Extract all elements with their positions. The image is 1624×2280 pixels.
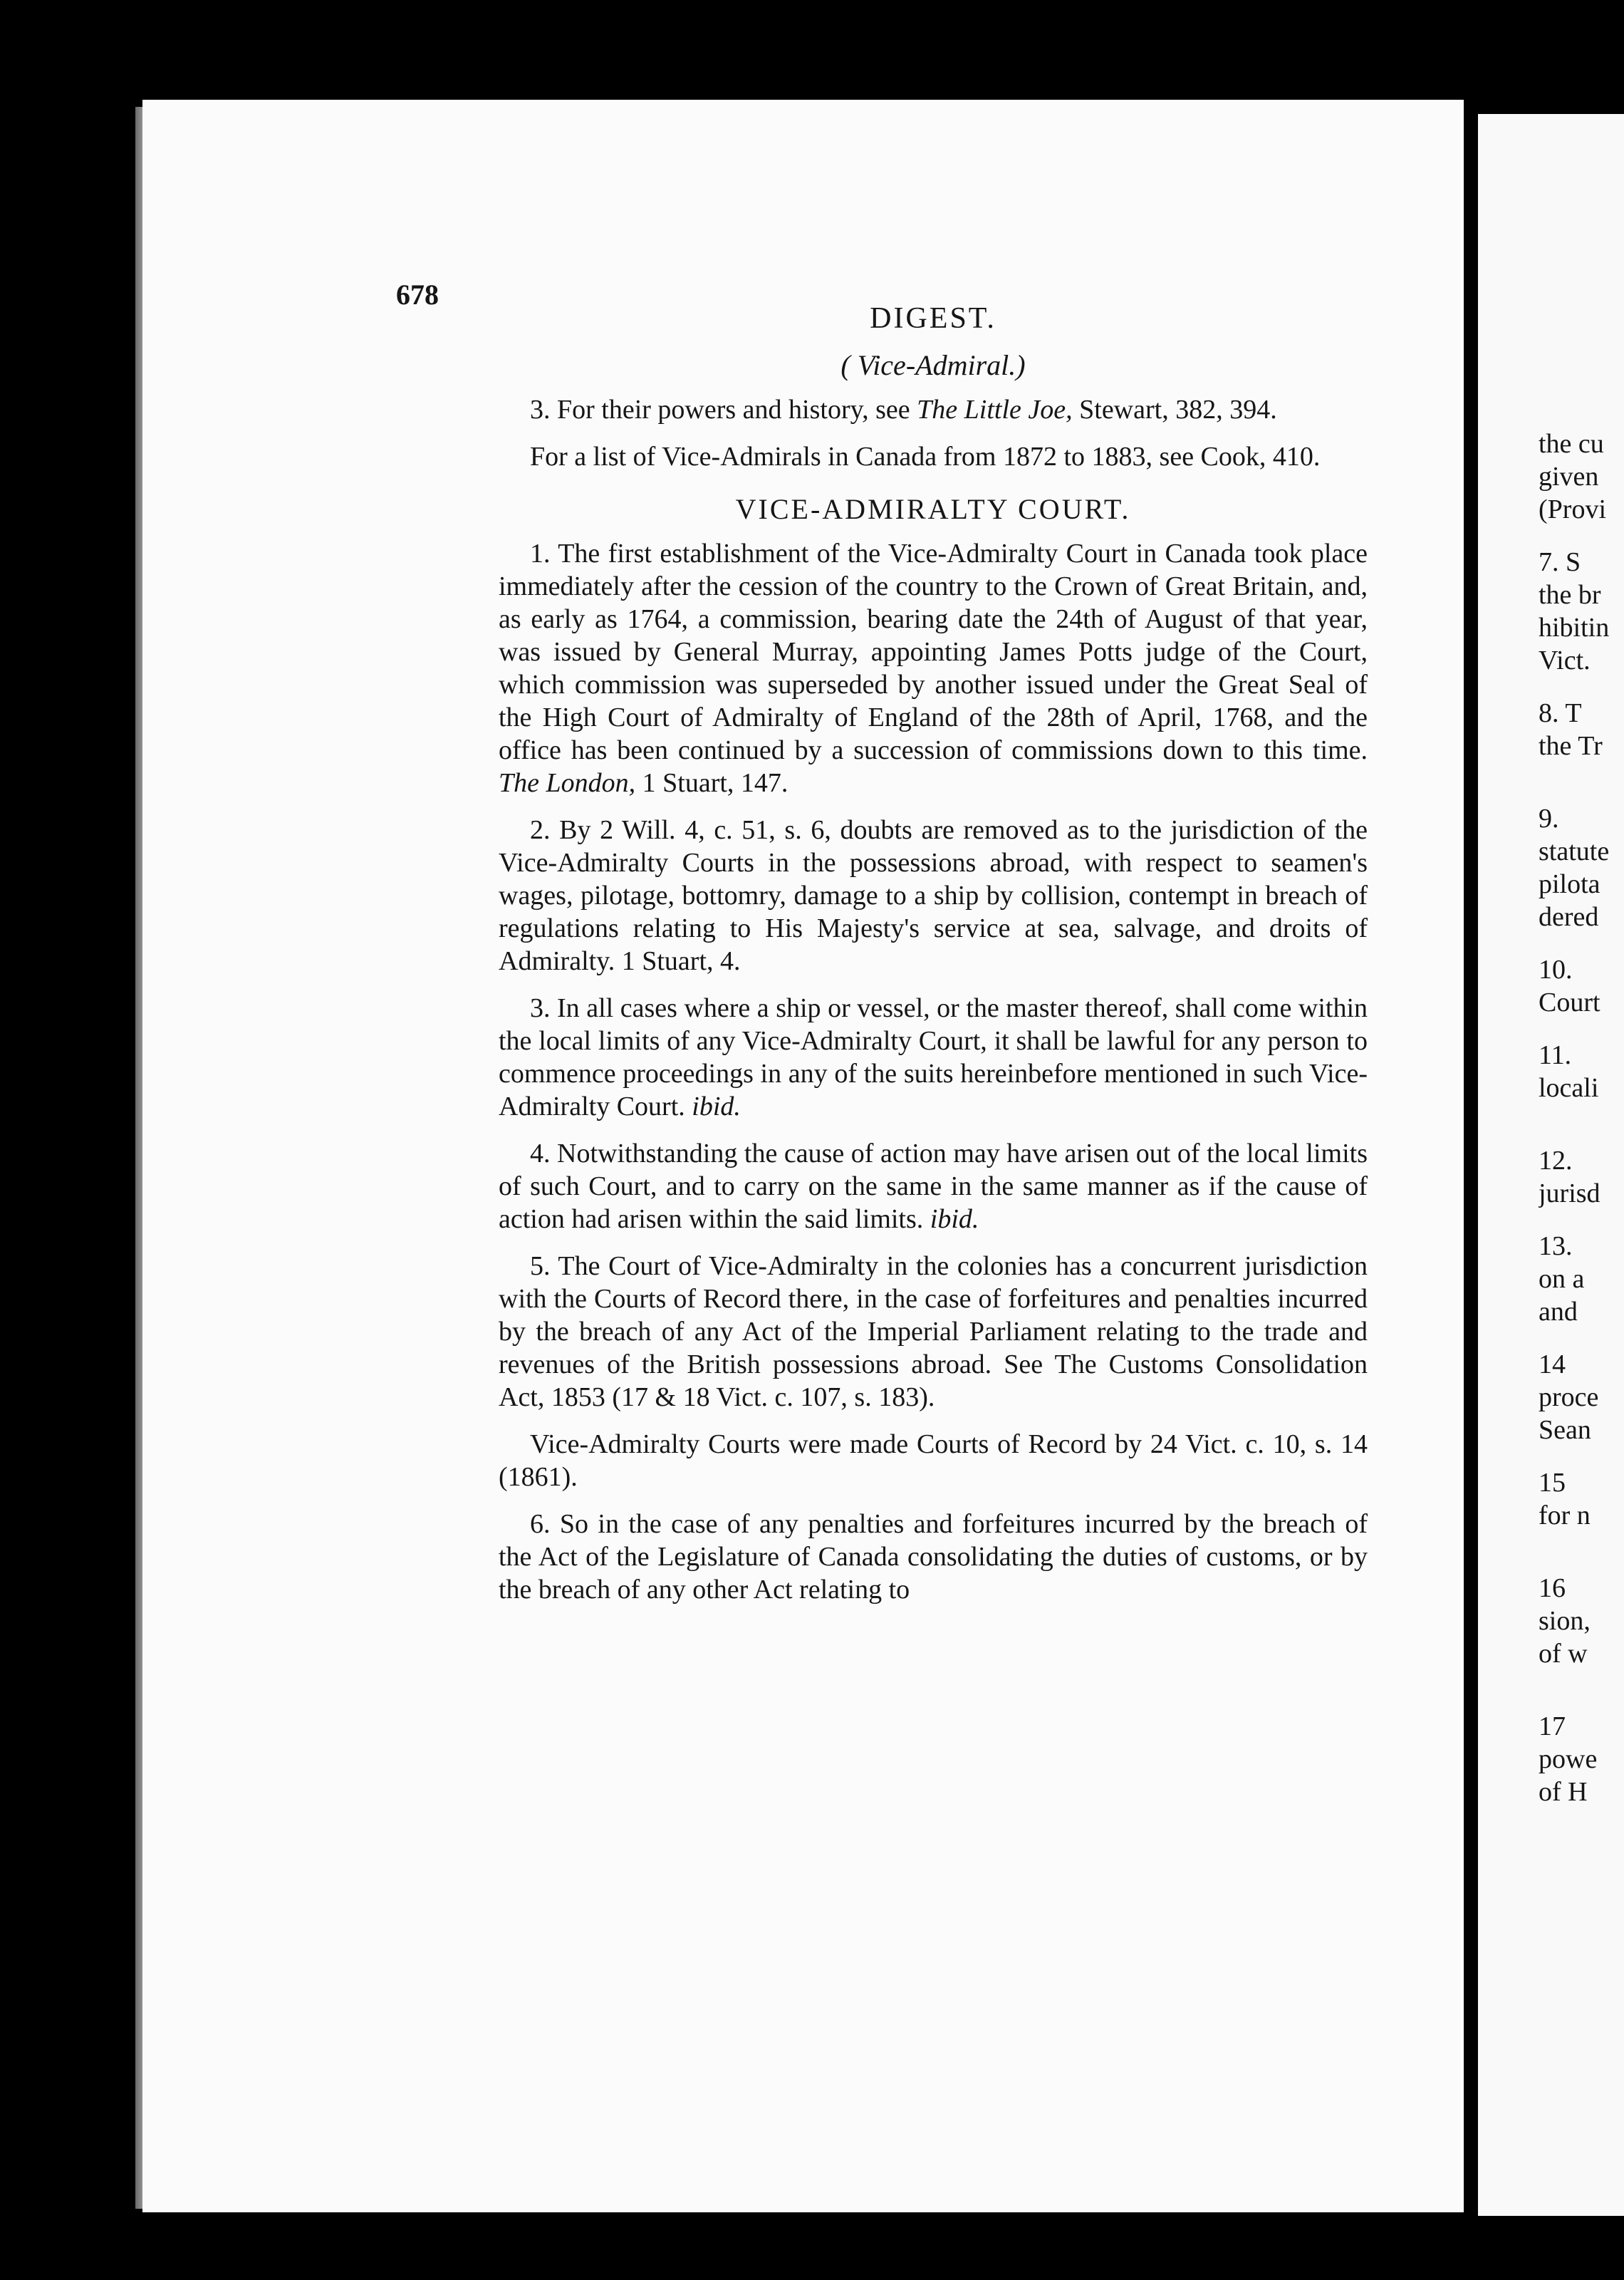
right-page-line: the Tr bbox=[1539, 731, 1603, 761]
right-page-line: and bbox=[1539, 1297, 1578, 1327]
paragraph-1: 1. The first establishment of the Vice-Admiralty Court in Canada took place immediately after the cession of the country to the Crown of Great Britain, and, as early as 1764, a commission, bearing date the 24th of August of that year, was issued by General Murray, appointing James Potts judge of the Court, which commission was superseded by another issued under the Great Seal of the High Court of Admiralty of England of the 28th of April, 1768, and the office has been continued by a succession of commissions down to this time. The London, 1 Stuart, 147. bbox=[499, 539, 1368, 798]
right-page-line: 8. T bbox=[1539, 698, 1582, 728]
right-page-line bbox=[1539, 762, 1624, 782]
paragraph-intro-list: For a list of Vice-Admirals in Canada from 1872 to 1883, see Cook, 410. bbox=[530, 442, 1321, 472]
right-page-line: powe bbox=[1539, 1744, 1598, 1774]
right-page-line: 11. bbox=[1539, 1040, 1572, 1070]
page-number: 678 bbox=[396, 279, 439, 311]
right-page-line: pilota bbox=[1539, 869, 1600, 899]
paragraph-3: 3. In all cases where a ship or vessel, or the master thereof, shall come within the local limits of any Vice-Admiralty Court, it shall be lawful for any person to commence proceedings in any of the suits hereinbefore mentioned in such Vice-Admiralty Court. ibid. bbox=[499, 993, 1368, 1121]
right-page-line bbox=[1539, 1670, 1624, 1690]
right-page-line: Sean bbox=[1539, 1415, 1591, 1445]
right-page-line: Vict. bbox=[1539, 646, 1591, 675]
case-name: The Little Joe, bbox=[917, 395, 1073, 425]
right-page-line: 12. bbox=[1539, 1146, 1573, 1176]
right-page-line bbox=[1539, 1124, 1624, 1144]
right-page-line: sion, bbox=[1539, 1606, 1591, 1636]
left-page-text bbox=[499, 285, 1368, 1620]
right-page-line: (Provi bbox=[1539, 494, 1606, 524]
paragraph-intro-3: 3. For their powers and history, see The Little Joe, Stewart, 382, 394. bbox=[530, 395, 1277, 425]
paragraph-6: 6. So in the case of any penalties and forfeitures incurred by the breach of the Act of the Legislature of Canada consolidating the duties of customs, or by the breach of any other Act relating to bbox=[499, 1509, 1368, 1605]
right-page-line: on a bbox=[1539, 1264, 1585, 1294]
right-page-line bbox=[1539, 1532, 1624, 1552]
right-page-line bbox=[1539, 1552, 1624, 1572]
right-page-line: Court bbox=[1539, 988, 1600, 1017]
right-page-line: of w bbox=[1539, 1639, 1588, 1669]
paragraph-4: 4. Notwithstanding the cause of action may have arisen out of the local limits of such Court, and to carry on the same in the same manner as if the cause of action had arisen within the said limits. ibid. bbox=[499, 1139, 1368, 1234]
right-page-line: the br bbox=[1539, 580, 1601, 610]
paragraph-2: 2. By 2 Will. 4, c. 51, s. 6, doubts are removed as to the jurisdiction of the Vice-Admiralty Courts in the possessions abroad, with respect to seamen's wages, pilotage, bottomry, damage to a ship by collision, contempt in breach of regulations relating to His Majesty's service at sea, salvage, and droits of Admiralty. 1 Stuart, 4. bbox=[499, 815, 1368, 976]
paragraph-5: 5. The Court of Vice-Admiralty in the colonies has a concurrent jurisdiction with the Courts of Record there, in the case of forfeitures and penalties incurred by the breach of any Act of the Imperial Parliament relating to the trade and revenues of the British possessions abroad. See The Customs Consolidation Act, 1853 (17 & 18 Vict. c. 107, s. 183). bbox=[499, 1251, 1368, 1412]
paragraph-5-note: Vice-Admiralty Courts were made Courts of Record by 24 Vict. c. 10, s. 14 (1861). bbox=[499, 1429, 1368, 1492]
right-page-line: statute bbox=[1539, 836, 1610, 866]
right-page-line: hibitin bbox=[1539, 613, 1610, 643]
right-page-line bbox=[1539, 1019, 1624, 1039]
right-page-line: 14 bbox=[1539, 1349, 1566, 1379]
running-head: DIGEST. bbox=[870, 302, 996, 335]
section-heading: VICE-ADMIRALTY COURT. bbox=[735, 493, 1131, 525]
right-page-line bbox=[1539, 677, 1624, 697]
right-page-line bbox=[1539, 1446, 1624, 1466]
right-page-text-fragments bbox=[1539, 428, 1624, 1808]
right-page-line: dered bbox=[1539, 902, 1599, 932]
right-page-line: given bbox=[1539, 462, 1599, 492]
right-page-line bbox=[1539, 1690, 1624, 1710]
right-page-line: 7. S bbox=[1539, 547, 1581, 577]
right-page-line: 10. bbox=[1539, 955, 1573, 985]
right-page-line: jurisd bbox=[1539, 1178, 1600, 1208]
subhead: ( Vice-Admiral.) bbox=[840, 349, 1026, 381]
right-page-line: proce bbox=[1539, 1382, 1599, 1412]
right-page-line: the cu bbox=[1539, 429, 1604, 459]
right-page-line bbox=[1539, 1104, 1624, 1124]
right-page-line: for n bbox=[1539, 1501, 1591, 1530]
right-page-line bbox=[1539, 782, 1624, 802]
right-page-line bbox=[1539, 1328, 1624, 1348]
right-page-line bbox=[1539, 1210, 1624, 1230]
right-page-line: locali bbox=[1539, 1073, 1599, 1103]
right-page-line: of H bbox=[1539, 1777, 1588, 1807]
right-page-line: 9. bbox=[1539, 804, 1559, 834]
right-page-line: 15 bbox=[1539, 1468, 1566, 1498]
right-page-line bbox=[1539, 526, 1624, 546]
right-page-line bbox=[1539, 933, 1624, 953]
right-page-line: 16 bbox=[1539, 1573, 1566, 1603]
case-name: The London, bbox=[499, 768, 636, 798]
right-page-line: 17 bbox=[1539, 1711, 1566, 1741]
right-page-line: 13. bbox=[1539, 1231, 1573, 1261]
